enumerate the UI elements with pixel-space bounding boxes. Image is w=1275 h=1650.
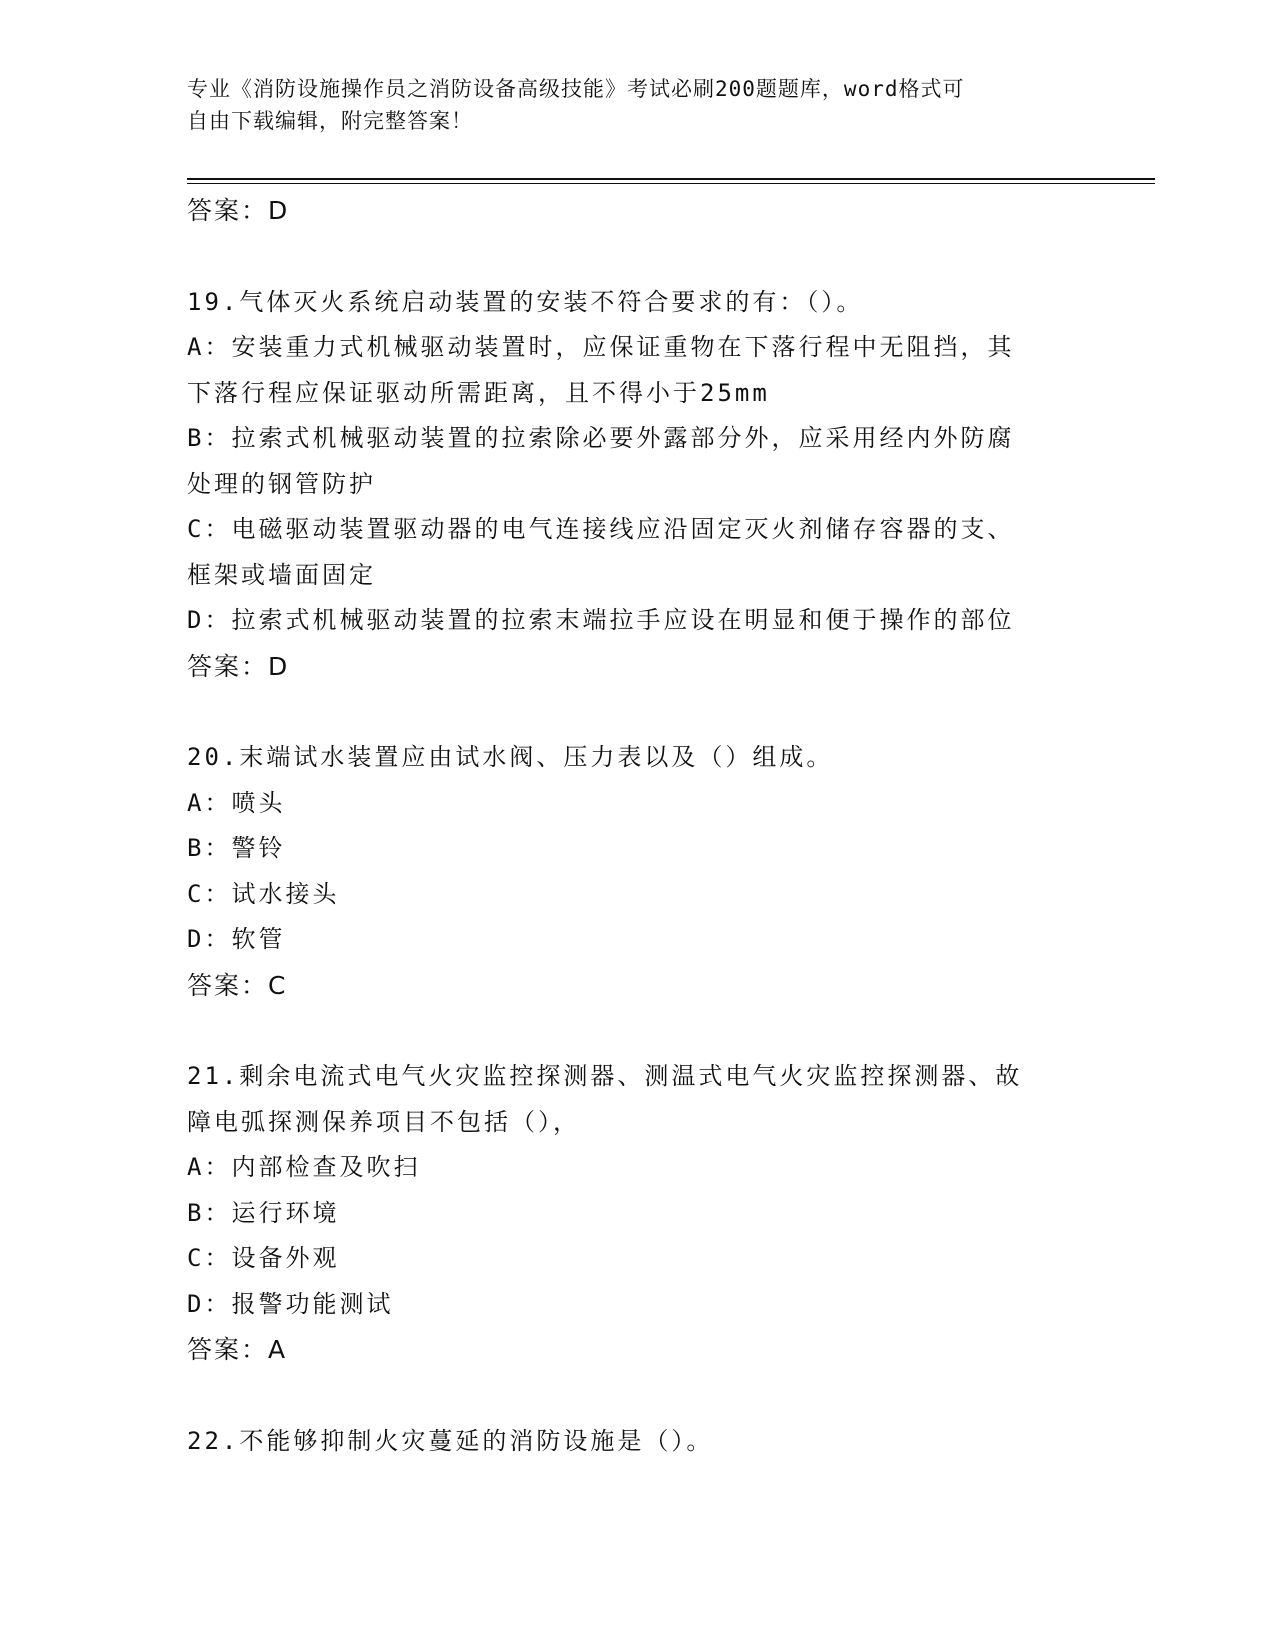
document-header (187, 73, 1067, 137)
option-a: A：内部检查及吹扫 (187, 1153, 421, 1181)
question-21 (187, 1054, 1087, 1373)
question-answer: 答案：C (187, 970, 288, 1000)
header-line-2: 自由下载编辑，附完整答案！ (187, 109, 473, 133)
option-b: B：运行环境 (187, 1198, 340, 1227)
option-a-line-1: A：安装重力式机械驱动装置时，应保证重物在下落行程中无阻挡，其 (187, 333, 1015, 361)
previous-answer: 答案：D (187, 196, 290, 225)
header-rule-thick (187, 178, 1155, 180)
option-b-line-1: B：拉索式机械驱动装置的拉索除必要外露部分外，应采用经内外防腐 (187, 424, 1015, 452)
option-d: D：软管 (187, 925, 286, 953)
header-line-1: 专业《消防设施操作员之消防设备高级技能》考试必刷200题题库，word格式可 (187, 77, 965, 101)
option-b: B：警铃 (187, 834, 286, 862)
question-19 (187, 280, 1087, 690)
spacer (187, 689, 1087, 735)
question-answer: 答案：A (187, 1335, 288, 1364)
spacer (187, 1373, 1087, 1419)
option-b-line-2: 处理的钢管防护 (187, 469, 376, 498)
option-c: C：试水接头 (187, 879, 340, 908)
header-rule-thin (187, 183, 1155, 184)
question-stem-line-2: 障电弧探测保养项目不包括（）， (187, 1107, 580, 1136)
question-stem-line-1: 21.剩余电流式电气火灾监控探测器、测温式电气火灾监控探测器、故 (187, 1062, 1023, 1090)
question-stem: 19.气体灭火系统启动装置的安装不符合要求的有：（）。 (187, 287, 864, 316)
option-d-line-1: D：拉索式机械驱动装置的拉索末端拉手应设在明显和便于操作的部位 (187, 606, 1015, 634)
option-a-line-2: 下落行程应保证驱动所需距离，且不得小于25mm (187, 378, 770, 407)
option-d: D：报警功能测试 (187, 1289, 394, 1318)
question-20 (187, 735, 1087, 1008)
option-c: C：设备外观 (187, 1244, 340, 1272)
document-body (187, 188, 1087, 1464)
option-c-line-1: C：电磁驱动装置驱动器的电气连接线应沿固定灭火剂储存容器的支、 (187, 515, 1015, 543)
option-a: A：喷头 (187, 788, 286, 817)
question-stem: 20.末端试水装置应由试水阀、压力表以及（）组成。 (187, 743, 834, 771)
question-22 (187, 1419, 1087, 1465)
spacer (187, 1008, 1087, 1054)
question-answer: 答案：D (187, 651, 290, 681)
question-stem: 22.不能够抑制火灾蔓延的消防设施是（）。 (187, 1426, 714, 1455)
option-c-line-2: 框架或墙面固定 (187, 560, 376, 589)
spacer (187, 234, 1087, 280)
